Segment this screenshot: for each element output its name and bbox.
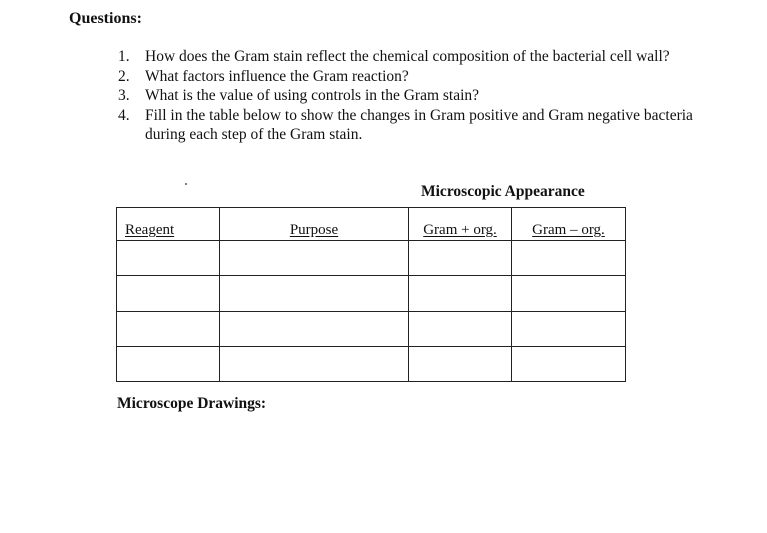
question-text: How does the Gram stain reflect the chemical composition of the bacterial cell wall? (145, 48, 670, 65)
table-row (117, 346, 626, 381)
question-number: 3. (118, 87, 130, 104)
scan-speck (185, 183, 187, 185)
question-item (118, 106, 698, 145)
table-cell (409, 346, 512, 381)
table-row (117, 241, 626, 276)
question-item (118, 67, 698, 87)
table-cell (512, 346, 626, 381)
table-cell (220, 276, 409, 311)
table-cell (117, 241, 220, 276)
table-cell (117, 311, 220, 346)
table-header-row (117, 208, 626, 241)
column-header-reagent: Reagent (117, 208, 220, 241)
table-cell (409, 276, 512, 311)
table-cell (220, 346, 409, 381)
table-cell (512, 241, 626, 276)
table-cell (117, 276, 220, 311)
column-header-gram-positive: Gram + org. (409, 208, 512, 241)
questions-heading: Questions: (69, 10, 142, 27)
question-text: What factors influence the Gram reaction? (145, 67, 409, 85)
question-item (118, 86, 698, 106)
table-cell (220, 311, 409, 346)
column-header-purpose: Purpose (220, 208, 409, 241)
table-cell (512, 311, 626, 346)
question-text: Fill in the table below to show the changes in Gram positive and Gram negative bacteria during each step of the Gram stain. (145, 106, 693, 143)
table-row (117, 311, 626, 346)
microscopic-appearance-heading: Microscopic Appearance (421, 183, 585, 200)
table-cell (220, 241, 409, 276)
question-number: 4. (118, 106, 130, 124)
question-number: 2. (118, 67, 130, 85)
table-row (117, 276, 626, 311)
table-cell (409, 311, 512, 346)
table-cell (117, 346, 220, 381)
table-cell (409, 241, 512, 276)
question-list (118, 47, 698, 145)
question-text: What is the value of using controls in the Gram stain? (145, 87, 480, 104)
table-cell (512, 276, 626, 311)
gram-stain-table (116, 207, 626, 382)
question-item (118, 47, 698, 67)
microscope-drawings-heading: Microscope Drawings: (117, 395, 267, 412)
column-header-gram-negative: Gram – org. (512, 208, 626, 241)
question-number: 1. (118, 48, 130, 65)
